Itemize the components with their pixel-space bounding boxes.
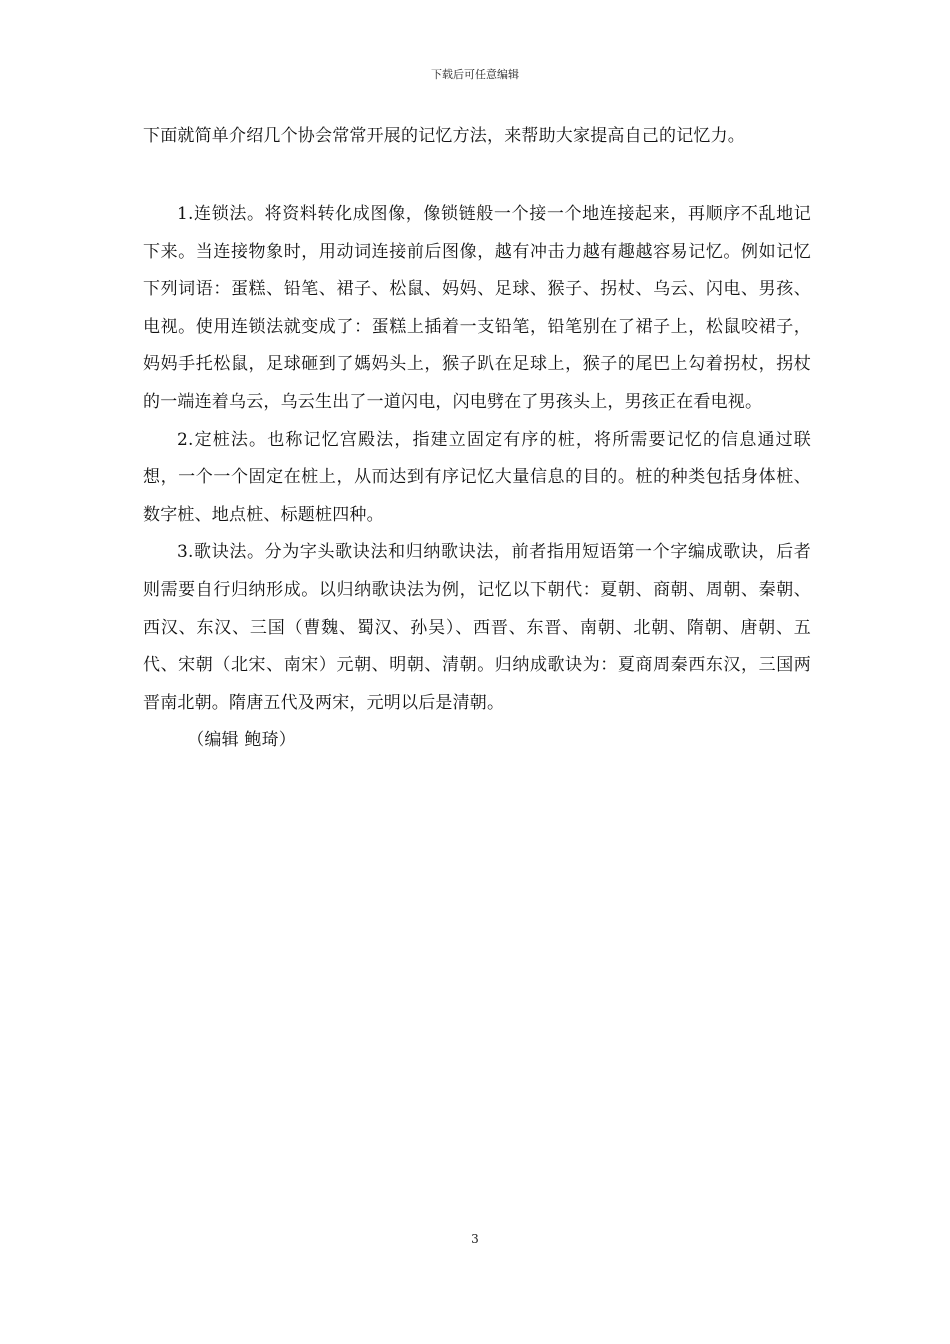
page-number: 3 [471,1232,479,1246]
method-list [143,196,811,760]
method-paragraph-rhyme: 3.歌诀法。分为字头歌诀法和归纳歌诀法，前者指用短语第一个字编成歌诀，后者则需要自行归纳形成。以归纳歌诀法为例，记忆以下朝代：夏朝、商朝、周朝、秦朝、西汉、东汉、三国（曹魏、蜀汉、孙吴）、西晋、东晋、南朝、北朝、隋朝、唐朝、五代、宋朝（北宋、南宋）元朝、明朝、清朝。归纳成歌诀为：夏商周秦西东汉，三国两晋南北朝。隋唐五代及两宋，元明以后是清朝。 [143,542,811,713]
editor-credit: （编辑 鲍琦） [187,730,296,751]
method-paragraph-peg: 2.定桩法。也称记忆宫殿法，指建立固定有序的桩，将所需要记忆的信息通过联想，一个一个固定在桩上，从而达到有序记忆大量信息的目的。桩的种类包括身体桩、数字桩、地点桩、标题桩四种。 [143,429,811,525]
intro-paragraph: 下面就简单介绍几个协会常常开展的记忆方法，来帮助大家提高自己的记忆力。 [143,126,745,146]
page-header: 下载后可任意编辑 [431,68,519,81]
method-paragraph-chain: 1.连锁法。将资料转化成图像，像锁链般一个接一个地连接起来，再顺序不乱地记下来。当连接物象时，用动词连接前后图像，越有冲击力越有趣越容易记忆。例如记忆下列词语：蛋糕、铅笔、裙子、松鼠、妈妈、足球、猴子、拐杖、乌云、闪电、男孩、电视。使用连锁法就变成了：蛋糕上插着一支铅笔，铅笔别在了裙子上，松鼠咬裙子，妈妈手托松鼠，足球砸到了媽妈头上，猴子趴在足球上，猴子的尾巴上勾着拐杖，拐杖的一端连着乌云，乌云生出了一道闪电，闪电劈在了男孩头上，男孩正在看电视。 [143,204,811,412]
